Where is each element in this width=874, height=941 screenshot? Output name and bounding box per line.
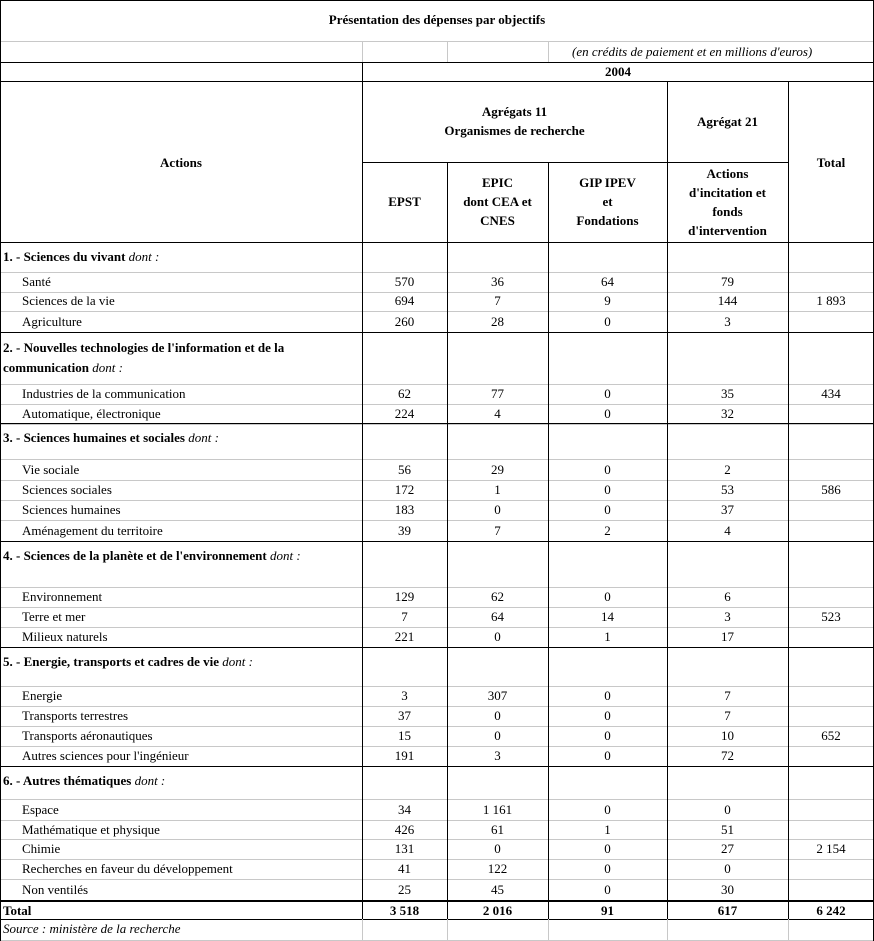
cell-epic: 62 (491, 589, 504, 604)
cell-gip: 0 (604, 688, 611, 703)
cell-epic: 4 (494, 406, 501, 421)
cell-act: 144 (717, 293, 738, 308)
h-rule (0, 766, 874, 767)
cell-epic: 77 (491, 386, 504, 401)
cell-total: 523 (821, 609, 841, 624)
cell-act: 35 (721, 386, 734, 401)
cell-gip: 0 (604, 314, 611, 329)
cell-gip: 64 (601, 274, 614, 289)
h-rule (362, 162, 788, 163)
cell-epst: 37 (398, 708, 411, 723)
col-gip-line2: et (602, 194, 613, 209)
cell-act: 10 (721, 728, 734, 743)
cell-gip: 0 (604, 482, 611, 497)
total-epst: 3 518 (389, 903, 420, 918)
h-gridline (0, 424, 873, 425)
cell-act: 32 (721, 406, 734, 421)
section-label: 1. - Sciences du vivant (3, 249, 129, 264)
section-heading (3, 771, 165, 791)
cell-epst: 25 (398, 882, 411, 897)
cell-epic: 1 (494, 482, 501, 497)
col-epic-header (447, 173, 548, 230)
row-label: Terre et mer (22, 609, 86, 624)
dont-label: dont : (128, 249, 160, 264)
cell-act: 4 (724, 523, 731, 538)
row-label: Aménagement du territoire (22, 523, 163, 538)
cell-act: 51 (721, 822, 734, 837)
dont-label: dont : (134, 773, 166, 788)
total-grand: 6 242 (816, 903, 846, 918)
section-label: 5. - Energie, transports et cadres de vie (3, 654, 223, 669)
cell-epic: 1 161 (482, 802, 513, 817)
cell-gip: 1 (604, 822, 611, 837)
row-label: Sciences humaines (22, 502, 121, 517)
cell-total: 652 (821, 728, 841, 743)
section-heading (3, 247, 159, 267)
cell-act: 0 (724, 861, 731, 876)
row-label: Industries de la communication (22, 386, 186, 401)
v-gridline (447, 919, 448, 940)
cell-gip: 0 (604, 589, 611, 604)
row-label: Automatique, électronique (22, 406, 161, 421)
col-epic-line1: EPIC (481, 175, 514, 190)
dont-label: dont : (222, 654, 253, 669)
cell-act: 6 (724, 589, 731, 604)
agregat21-header: Agrégat 21 (696, 114, 758, 129)
cell-epst: 570 (394, 274, 415, 289)
source-note: Source : ministère de la recherche (3, 921, 181, 936)
cell-act: 17 (721, 629, 734, 644)
cell-gip: 0 (604, 841, 611, 856)
h-rule (0, 647, 874, 648)
cell-epic: 36 (491, 274, 504, 289)
cell-act: 3 (724, 609, 731, 624)
section-heading: 2. - Nouvelles technologies de l'information et de la (3, 340, 285, 355)
col-gip-line3: Fondations (576, 213, 639, 228)
col-epic-line2: dont CEA et (463, 194, 532, 209)
total-header: Total (816, 155, 846, 170)
cell-epst: 3 (401, 688, 408, 703)
row-label: Agriculture (22, 314, 82, 329)
v-gridline (548, 41, 549, 62)
section-label: 4. - Sciences de la planète et de l'environnement (3, 548, 270, 563)
cell-act: 0 (724, 802, 731, 817)
row-label: Recherches en faveur du développement (22, 861, 233, 876)
cell-epst: 191 (394, 748, 415, 763)
cell-act: 3 (724, 314, 731, 329)
cell-gip: 0 (604, 882, 611, 897)
total-gip: 91 (601, 903, 614, 918)
h-rule (0, 242, 874, 243)
cell-act: 53 (721, 482, 734, 497)
cell-gip: 0 (604, 386, 611, 401)
cell-epst: 7 (401, 609, 408, 624)
cell-epst: 39 (398, 523, 411, 538)
cell-epic: 3 (494, 748, 501, 763)
h-rule (0, 541, 874, 542)
cell-epic: 122 (487, 861, 508, 876)
cell-act: 79 (721, 274, 734, 289)
cell-epst: 224 (394, 406, 415, 421)
row-label: Environnement (22, 589, 103, 604)
cell-epst: 183 (394, 502, 415, 517)
section-label: 3. - Sciences humaines et sociales (3, 430, 189, 445)
row-label: Sciences de la vie (22, 293, 115, 308)
cell-epst: 62 (398, 386, 411, 401)
section-heading-cont (3, 358, 123, 378)
cell-epst: 129 (394, 589, 415, 604)
row-label: Chimie (22, 841, 61, 856)
cell-epic: 307 (487, 688, 508, 703)
cell-total: 1 893 (816, 293, 846, 308)
units-note: (en crédits de paiement et en millions d'euros) (572, 44, 813, 59)
v-gridline (447, 41, 448, 62)
cell-gip: 0 (604, 728, 611, 743)
v-gridline (548, 919, 549, 940)
cell-epic: 64 (491, 609, 504, 624)
cell-epst: 694 (394, 293, 415, 308)
cell-epic: 61 (491, 822, 504, 837)
row-label: Santé (22, 274, 51, 289)
cell-gip: 0 (604, 502, 611, 517)
cell-gip: 0 (604, 861, 611, 876)
v-gridline (667, 919, 668, 940)
cell-epst: 15 (398, 728, 411, 743)
row-label: Transports aéronautiques (22, 728, 153, 743)
cell-gip: 0 (604, 406, 611, 421)
cell-act: 7 (724, 688, 731, 703)
cell-epst: 172 (394, 482, 415, 497)
cell-total: 2 154 (816, 841, 846, 856)
agregats11-header-line2: Organismes de recherche (444, 123, 585, 138)
cell-epst: 131 (394, 841, 415, 856)
dont-label: dont : (92, 360, 123, 375)
h-rule (0, 0, 874, 1)
cell-total: 586 (821, 482, 841, 497)
actions-header: Actions (160, 155, 202, 170)
cell-epst: 41 (398, 861, 411, 876)
cell-act: 72 (721, 748, 734, 763)
cell-epic: 0 (494, 841, 501, 856)
section-label: 6. - Autres thématiques (3, 773, 135, 788)
year-header: 2004 (605, 64, 631, 79)
row-label: Autres sciences pour l'ingénieur (22, 748, 189, 763)
col-actions-line4: d'intervention (688, 223, 767, 238)
cell-epic: 0 (494, 708, 501, 723)
v-gridline (362, 41, 363, 62)
col-actions-line1: Actions (706, 166, 749, 181)
row-label: Milieux naturels (22, 629, 108, 644)
cell-epst: 34 (398, 802, 411, 817)
cell-epic: 7 (494, 523, 501, 538)
agregats11-header-line1: Agrégats 11 (481, 104, 548, 119)
cell-act: 2 (724, 462, 731, 477)
row-label: Espace (22, 802, 59, 817)
cell-epst: 426 (394, 822, 415, 837)
cell-gip: 1 (604, 629, 611, 644)
cell-epic: 0 (494, 502, 501, 517)
col-actions-line2: d'incitation et (689, 185, 766, 200)
row-label: Vie sociale (22, 462, 80, 477)
col-actions-line3: fonds (712, 204, 743, 219)
h-rule (0, 332, 874, 333)
cell-gip: 0 (604, 748, 611, 763)
cell-gip: 0 (604, 802, 611, 817)
cell-gip: 9 (604, 293, 611, 308)
cell-epic: 0 (494, 629, 501, 644)
dont-label: dont : (269, 548, 301, 563)
section-heading (3, 428, 219, 448)
col-gip-line1: GIP IPEV (579, 175, 636, 190)
col-gip-header (548, 173, 667, 230)
total-row-label: Total (3, 903, 32, 918)
section-label: communication (3, 360, 93, 375)
row-label: Energie (22, 688, 63, 703)
cell-gip: 2 (604, 523, 611, 538)
cell-epic: 0 (494, 728, 501, 743)
col-actions-header (667, 164, 788, 240)
cell-epst: 56 (398, 462, 411, 477)
cell-act: 37 (721, 502, 734, 517)
v-gridline (788, 919, 789, 940)
cell-epst: 260 (394, 314, 415, 329)
v-gridline (362, 919, 363, 940)
cell-epst: 221 (394, 629, 415, 644)
table-title: Présentation des dépenses par objectifs (328, 12, 546, 27)
cell-epic: 29 (491, 462, 504, 477)
cell-act: 7 (724, 708, 731, 723)
section-heading (3, 546, 301, 566)
v-rule (788, 81, 789, 919)
row-label: Mathématique et physique (22, 822, 160, 837)
cell-total: 434 (821, 386, 841, 401)
cell-act: 27 (721, 841, 734, 856)
total-act: 617 (717, 903, 738, 918)
col-epst-header: EPST (388, 194, 421, 209)
col-epic-line3: CNES (480, 213, 515, 228)
cell-gip: 0 (604, 708, 611, 723)
section-heading (3, 652, 253, 672)
cell-epic: 7 (494, 293, 501, 308)
cell-act: 30 (721, 882, 734, 897)
row-label: Transports terrestres (22, 708, 129, 723)
cell-epic: 45 (491, 882, 504, 897)
dont-label: dont : (188, 430, 219, 445)
total-epic: 2 016 (482, 903, 513, 918)
cell-gip: 14 (601, 609, 614, 624)
cell-epic: 28 (491, 314, 504, 329)
row-label: Sciences sociales (22, 482, 112, 497)
cell-gip: 0 (604, 462, 611, 477)
row-label: Non ventilés (22, 882, 89, 897)
